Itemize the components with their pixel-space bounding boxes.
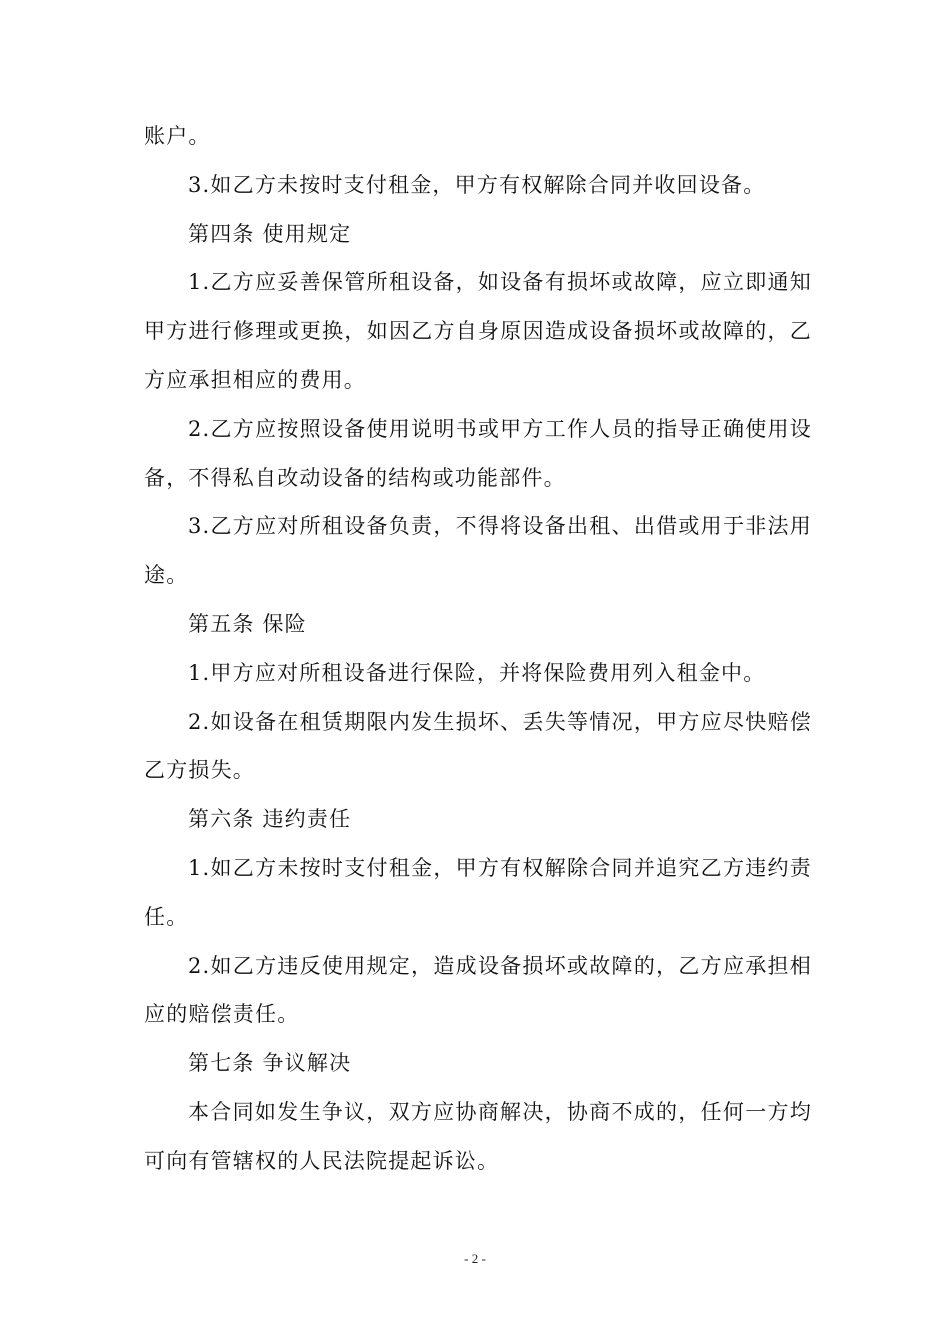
paragraph-clause-4-3: 3.乙方应对所租设备负责，不得将设备出租、出借或用于非法用途。	[144, 514, 812, 588]
paragraph-clause-7: 本合同如发生争议，双方应协商解决，协商不成的，任何一方均可向有管辖权的人民法院提起诉讼。	[144, 1099, 812, 1173]
paragraph-clause-6-1: 1.如乙方未按时支付租金，甲方有权解除合同并追究乙方违约责任。	[144, 855, 812, 929]
paragraph-clause-5-1: 1.甲方应对所租设备进行保险，并将保险费用列入租金中。	[188, 660, 766, 685]
paragraph-continuation: 账户。	[144, 124, 211, 148]
paragraph-clause-3-3: 3.如乙方未按时支付租金，甲方有权解除合同并收回设备。	[188, 172, 766, 197]
paragraph-clause-5-2: 2.如设备在租赁期限内发生损坏、丢失等情况，甲方应尽快赔偿乙方损失。	[144, 709, 812, 783]
section-heading-article-4: 第四条 使用规定	[188, 221, 352, 246]
section-heading-article-7: 第七条 争议解决	[188, 1051, 352, 1076]
section-heading-article-6: 第六条 违约责任	[188, 807, 352, 832]
paragraph-clause-4-1: 1.乙方应妥善保管所租设备，如设备有损坏或故障，应立即通知甲方进行修理或更换，如因乙方自身原因造成设备损坏或故障的，乙方应承担相应的费用。	[144, 270, 812, 392]
document-body	[144, 112, 812, 1186]
section-heading-article-5: 第五条 保险	[188, 611, 307, 636]
paragraph-clause-4-2: 2.乙方应按照设备使用说明书或甲方工作人员的指导正确使用设备，不得私自改动设备的结构或功能部件。	[144, 416, 812, 490]
paragraph-clause-6-2: 2.如乙方违反使用规定，造成设备损坏或故障的，乙方应承担相应的赔偿责任。	[144, 953, 812, 1027]
page-number: - 2 -	[464, 1251, 486, 1266]
